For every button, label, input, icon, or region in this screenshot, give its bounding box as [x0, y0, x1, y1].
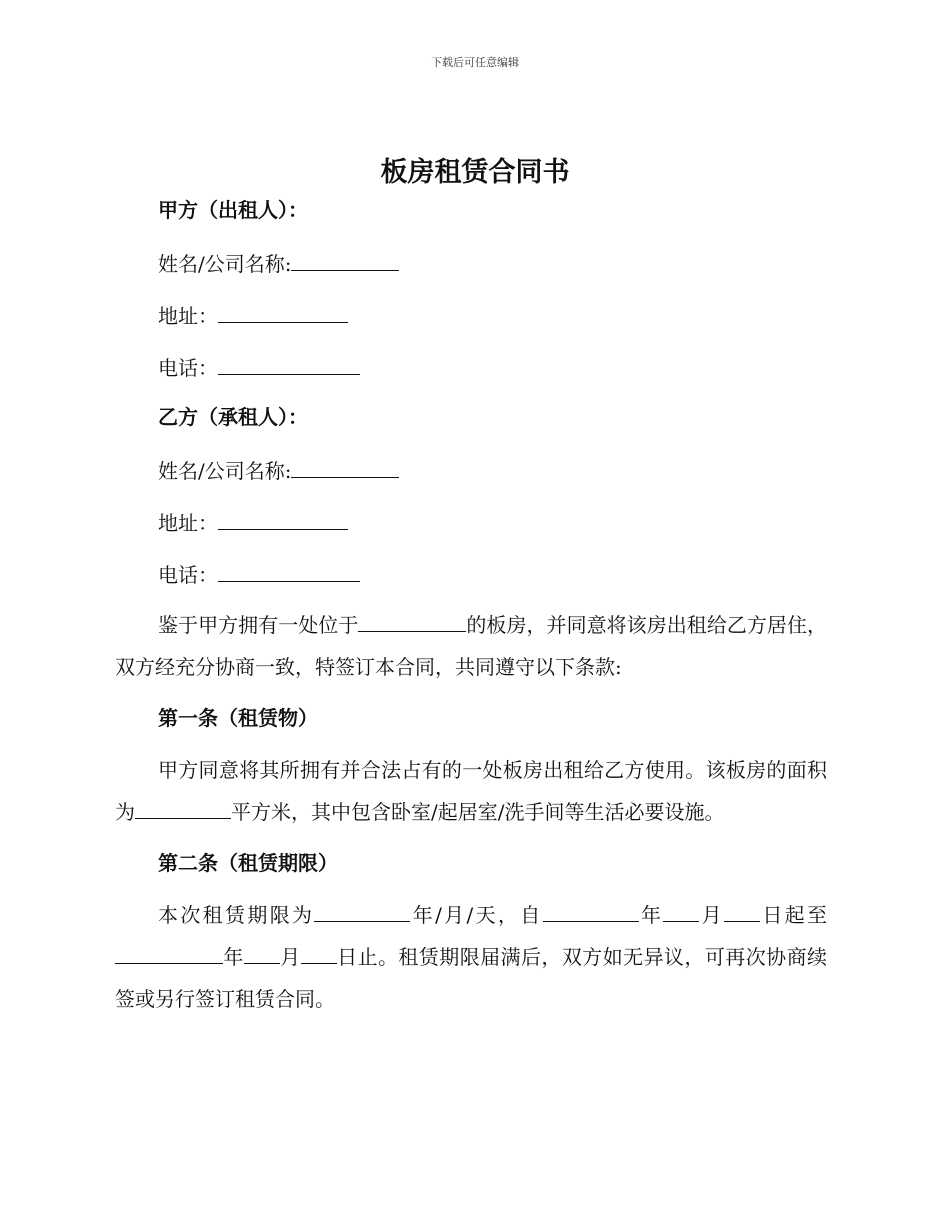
term-length-blank[interactable]: [314, 903, 410, 922]
party-a-name-label: 姓名/公司名称:: [158, 252, 292, 276]
article-2-text-4: 月: [699, 903, 724, 927]
article-2-text-8: 日止。租赁期限届满后，双方如无异议，可再次协商续签或另行签订租赁合同。: [115, 945, 828, 1011]
party-a-address-blank[interactable]: [218, 304, 348, 323]
document-title: 板房租赁合同书: [380, 157, 570, 188]
article-2-text-2: 年/月/天，自: [410, 903, 543, 927]
party-a-phone-label: 电话：: [158, 356, 218, 380]
party-b-name-label: 姓名/公司名称:: [158, 459, 292, 483]
article-2-text-3: 年: [638, 903, 664, 927]
article-1-text-2: 平方米，其中包含卧室/起居室/洗手间等生活必要设施。: [231, 800, 725, 824]
end-day-blank[interactable]: [301, 945, 337, 964]
intro-paragraph: [115, 604, 827, 688]
party-a-address-label: 地址：: [158, 304, 218, 328]
party-a-name-line: [158, 252, 399, 274]
article-2-paragraph: [115, 894, 827, 1020]
start-day-blank[interactable]: [724, 903, 760, 922]
party-b-address-label: 地址：: [158, 511, 218, 535]
end-year-blank[interactable]: [115, 945, 223, 964]
party-b-name-line: [158, 459, 399, 481]
party-b-name-blank[interactable]: [291, 459, 399, 478]
start-year-blank[interactable]: [543, 903, 639, 922]
party-a-phone-line: [158, 356, 360, 378]
article-2-text-7: 月: [279, 945, 301, 969]
article-2-text-1: 本次租赁期限为: [158, 903, 315, 927]
article-1-text-1: 甲方同意将其所拥有并合法占有的一处板房出租给乙方使用。该板房的面积为: [115, 758, 827, 824]
property-location-blank[interactable]: [358, 613, 466, 632]
intro-text-2: 的板房，并同意将该房出租给乙方居住，双方经充分协商一致，特签订本合同，共同遵守以下条款:: [115, 613, 828, 679]
party-b-address-blank[interactable]: [218, 511, 348, 530]
party-a-heading: 甲方（出租人）：: [158, 198, 308, 222]
party-b-address-line: [158, 511, 348, 533]
end-month-blank[interactable]: [244, 945, 280, 964]
party-b-phone-line: [158, 563, 360, 585]
party-b-phone-blank[interactable]: [218, 563, 360, 582]
start-month-blank[interactable]: [663, 903, 699, 922]
party-a-name-blank[interactable]: [291, 252, 399, 271]
article-1-paragraph: [115, 749, 827, 833]
article-2-text-6: 年: [223, 945, 244, 969]
party-a-address-line: [158, 304, 348, 326]
party-a-phone-blank[interactable]: [218, 356, 360, 375]
article-2-text-5: 日起至: [760, 903, 828, 927]
party-b-heading: 乙方（承租人）：: [158, 405, 308, 429]
intro-text-1: 鉴于甲方拥有一处位于: [158, 613, 359, 637]
party-b-phone-label: 电话：: [158, 563, 218, 587]
article-2-heading: 第二条（租赁期限）: [158, 851, 338, 875]
article-1-heading: 第一条（租赁物）: [158, 706, 318, 730]
area-blank[interactable]: [135, 800, 231, 819]
header-note: 下载后可任意编辑: [431, 56, 519, 69]
